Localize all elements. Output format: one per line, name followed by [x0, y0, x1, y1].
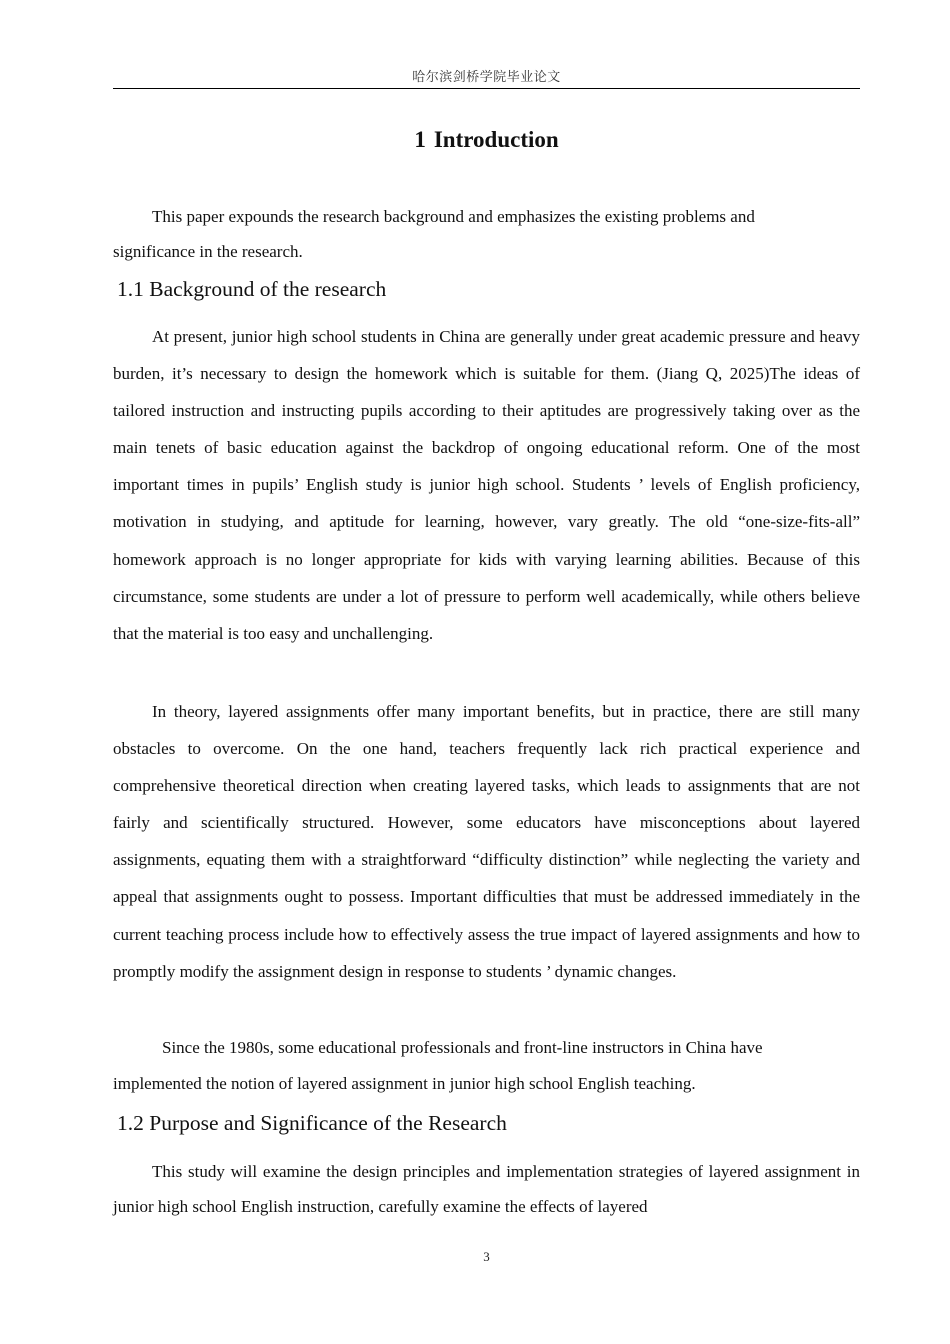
body-paragraph: In theory, layered assignments offer many important benefits, but in practice, there are still many obstacles to overcome. On the one hand, teachers frequently lack rich practical experience and comprehensive theoretical direction when creating layered tasks, which leads to assignments that are not fairly and scientifically structured. However, some educators have misconceptions about layered assignments, equating them with a straightforward “difficulty distinction” while neglecting the variety and appeal that assignments ought to possess. Important difficulties that must be addressed immediately in the current teaching process include how to effectively assess the true impact of layered assignments and how to promptly modify the assignment design in response to students ’ dynamic changes. [113, 702, 860, 981]
body-paragraph: This study will examine the design principles and implementation strategies of layered assignment in junior high school English instruction, carefully examine the effects of layered [113, 1162, 860, 1216]
page-number: 3 [483, 1249, 490, 1264]
section-heading-1-2: 1.2 Purpose and Significance of the Research [117, 1111, 507, 1135]
body-paragraph: At present, junior high school students in China are generally under great academic pressure and heavy burden, it’s necessary to design the homework which is suitable for them. (Jiang Q, 2025)The ideas of tailored instruction and instructing pupils according to their aptitudes are progressively taking over as the main tenets of basic education against the backdrop of ongoing educational reform. One of the most important times in pupils’ English study is junior high school. Students ’ levels of English proficiency, motivation in studying, and aptitude for learning, however, vary greatly. The old “one-size-fits-all” homework approach is no longer appropriate for kids with varying learning abilities. Because of this circumstance, some students are under a lot of pressure to perform well academically, while others believe that the material is too easy and unchallenging. [113, 327, 860, 643]
body-paragraph: Since the 1980s, some educational professionals and front-line instructors in China have implemented the notion of layered assignment in junior high school English teaching. [113, 1038, 763, 1093]
chapter-title-text: Introduction [433, 127, 559, 152]
header-rule [113, 88, 860, 89]
section-heading-1-1: 1.1 Background of the research [117, 277, 387, 301]
intro-paragraph: This paper expounds the research background and emphasizes the existing problems and significance in the research. [113, 207, 755, 261]
chapter-title [113, 124, 860, 156]
running-header: 哈尔滨剑桥学院毕业论文 [412, 70, 561, 85]
chapter-number: 1 [414, 127, 426, 152]
